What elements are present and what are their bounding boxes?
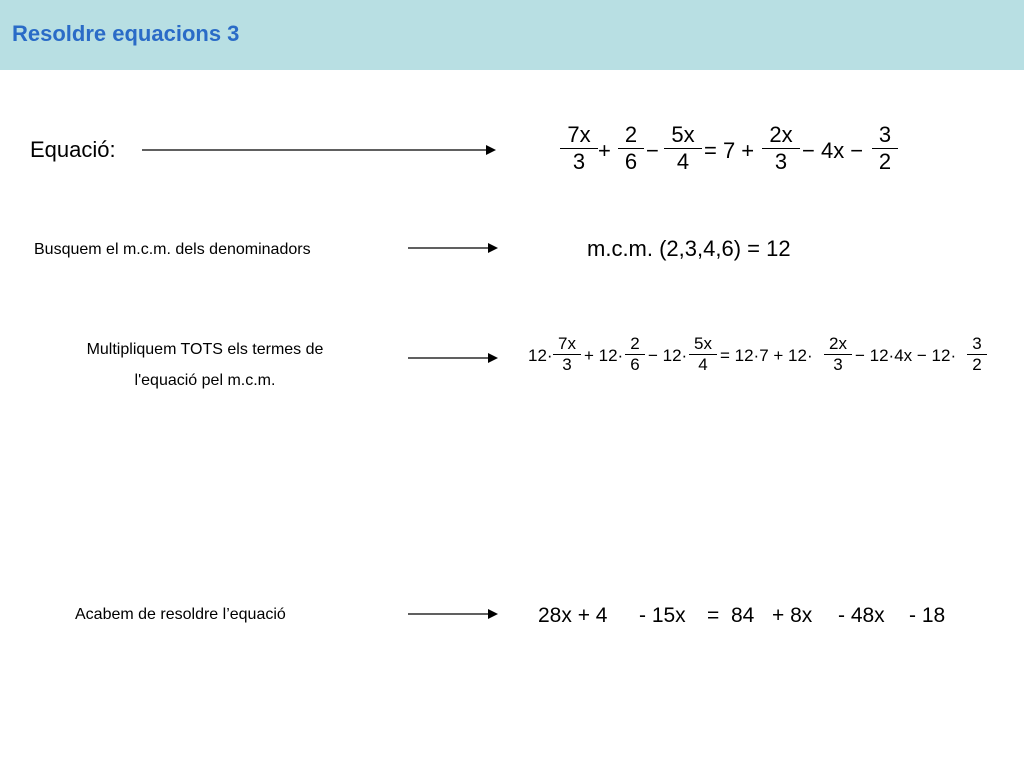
arrow-icon <box>406 350 502 366</box>
term: + 12· <box>584 346 624 365</box>
step-equation-label: Equació: <box>30 137 116 162</box>
term: − 12·4x − 12· <box>855 346 957 365</box>
term: + 8x <box>772 604 813 627</box>
fraction: 2 6 <box>618 122 644 175</box>
operator: − <box>646 138 659 163</box>
term: − 4x − <box>802 138 864 163</box>
arrow-icon <box>140 142 500 158</box>
fraction: 7x 3 <box>560 122 598 175</box>
term: - 18 <box>909 604 946 627</box>
fraction: 2 6 <box>625 334 645 375</box>
arrow-icon <box>406 606 502 622</box>
term: = 12·7 + 12· <box>720 346 813 365</box>
term: 84 <box>731 604 755 627</box>
fraction: 5x 4 <box>664 122 702 175</box>
term: − 12· <box>648 346 688 365</box>
step-mcm-label: Busquem el m.c.m. dels denominadors <box>34 241 311 258</box>
term: - 15x <box>639 604 686 627</box>
header-bar <box>0 0 1024 70</box>
arrow-icon <box>406 240 502 256</box>
page-title: Resoldre equacions 3 <box>12 21 240 46</box>
step-solve-label: Acabem de resoldre l’equació <box>75 606 286 623</box>
label-line: l'equació pel m.c.m. <box>134 372 276 389</box>
equals-term: = 7 + <box>704 138 755 163</box>
fraction: 3 2 <box>872 122 898 175</box>
step-multiply-label <box>50 334 360 396</box>
fraction: 7x 3 <box>553 334 581 375</box>
fraction: 2x 3 <box>762 122 800 175</box>
operator: + <box>598 138 611 163</box>
mcm-result: m.c.m. (2,3,4,6) = 12 <box>587 236 791 261</box>
equals-sign: = <box>707 604 720 627</box>
fraction: 2x 3 <box>824 334 852 375</box>
term: 12· <box>528 346 553 365</box>
fraction: 3 2 <box>967 334 987 375</box>
term: 28x + 4 <box>538 604 608 627</box>
fraction: 5x 4 <box>689 334 717 375</box>
term: - 48x <box>838 604 885 627</box>
label-line: Multipliquem TOTS els termes de <box>86 341 324 358</box>
